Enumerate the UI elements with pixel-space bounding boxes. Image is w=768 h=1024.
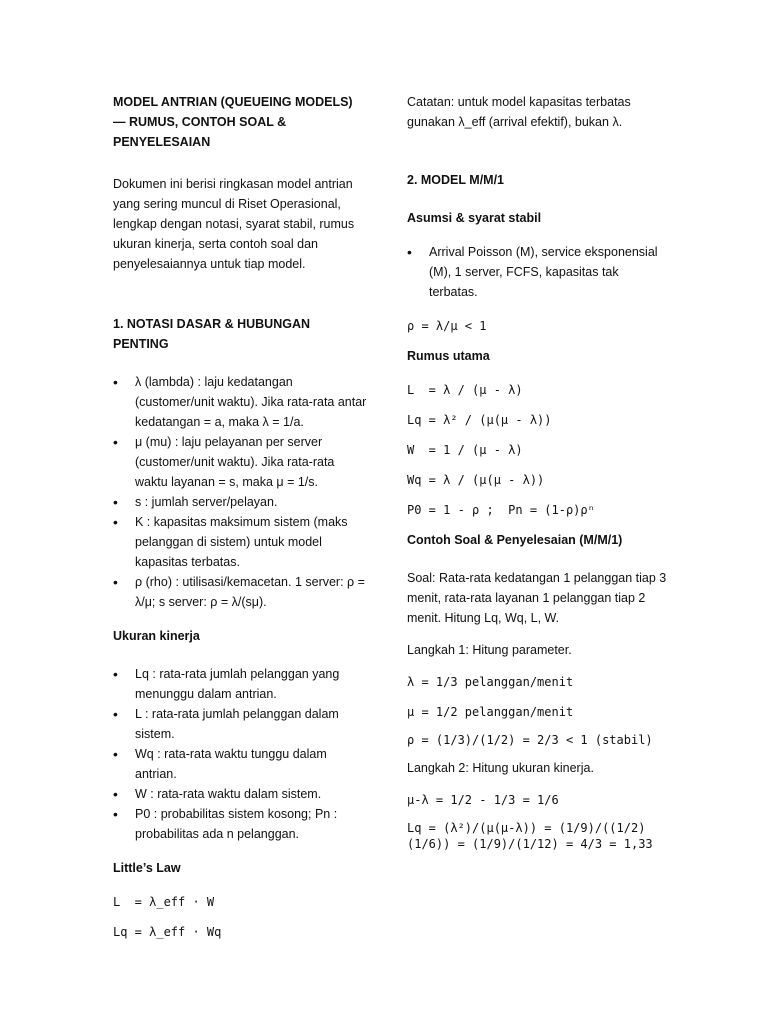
list-item: • λ (lambda) : laju kedatangan (customer/unit waktu). Jika rata-rata antar kedatangan = a, maka λ = 1/a. xyxy=(113,372,368,432)
little-law-heading: Little’s Law xyxy=(113,861,181,875)
list-item: • Arrival Poisson (M), service eksponensial (M), 1 server, FCFS, kapasitas tak terbatas. xyxy=(407,242,667,302)
list-item: • s : jumlah server/pelayan. xyxy=(113,492,368,512)
list-item: • Wq : rata-rata waktu tunggu dalam antrian. xyxy=(113,744,368,784)
list-item: • ρ (rho) : utilisasi/kemacetan. 1 server: ρ = λ/μ; s server: ρ = λ/(sμ). xyxy=(113,572,368,612)
kinerja-heading: Ukuran kinerja xyxy=(113,629,200,643)
formula-lq-calculation: Lq = (λ²)/(μ(μ-λ)) = (1/9)/((1/2)(1/6)) = (1/9)/(1/12) = 4/3 = 1,33 xyxy=(407,821,653,851)
rumus-heading: Rumus utama xyxy=(407,349,490,363)
formula-Lq: Lq = λ² / (μ(μ - λ)) xyxy=(407,413,552,427)
formula-mu-minus-lambda: μ-λ = 1/2 - 1/3 = 1/6 xyxy=(407,793,559,807)
formula-little-1: L = λ_eff · W xyxy=(113,895,215,909)
right-column xyxy=(407,92,667,862)
list-item: • P0 : probabilitas sistem kosong; Pn : probabilitas ada n pelanggan. xyxy=(113,804,368,844)
formula-mu-value: μ = 1/2 pelanggan/menit xyxy=(407,705,574,719)
soal-paragraph: Soal: Rata-rata kedatangan 1 pelanggan tiap 3 menit, rata-rata layanan 1 pelanggan tiap 2 menit. Hitung Lq, Wq, L, W. xyxy=(407,571,667,625)
formula-rho-value: ρ = (1/3)/(1/2) = 2/3 < 1 (stabil) xyxy=(407,733,653,747)
list-item: • Lq : rata-rata jumlah pelanggan yang menunggu dalam antrian. xyxy=(113,664,368,704)
kinerja-list xyxy=(113,664,368,844)
list-item: • W : rata-rata waktu dalam sistem. xyxy=(113,784,368,804)
formula-W: W = 1 / (μ - λ) xyxy=(407,443,523,457)
section-2-heading: 2. MODEL M/M/1 xyxy=(407,173,505,187)
formula-little-2: Lq = λ_eff · Wq xyxy=(113,925,222,939)
list-item: • μ (mu) : laju pelayanan per server (customer/unit waktu). Jika rata-rata waktu layanan = s, maka μ = 1/s. xyxy=(113,432,368,492)
formula-lambda-value: λ = 1/3 pelanggan/menit xyxy=(407,675,574,689)
asumsi-heading: Asumsi & syarat stabil xyxy=(407,211,542,225)
langkah-1: Langkah 1: Hitung parameter. xyxy=(407,643,572,657)
formula-Wq: Wq = λ / (μ(μ - λ)) xyxy=(407,473,545,487)
left-column xyxy=(113,92,368,952)
formula-stabil: ρ = λ/μ < 1 xyxy=(407,319,487,333)
list-item: • L : rata-rata jumlah pelanggan dalam sistem. xyxy=(113,704,368,744)
list-item: • K : kapasitas maksimum sistem (maks pelanggan di sistem) untuk model kapasitas terbatas. xyxy=(113,512,368,572)
document-title: MODEL ANTRIAN (QUEUEING MODELS) — RUMUS, CONTOH SOAL & PENYELESAIAN xyxy=(113,95,353,149)
formula-P0-Pn: P0 = 1 - ρ ; Pn = (1-ρ)ρⁿ xyxy=(407,503,595,517)
asumsi-list xyxy=(407,242,667,302)
formula-L: L = λ / (μ - λ) xyxy=(407,383,523,397)
intro-paragraph: Dokumen ini berisi ringkasan model antrian yang sering muncul di Riset Operasional, lengkap dengan notasi, syarat stabil, rumus ukuran kinerja, serta contoh soal dan penyelesaiannya untuk tiap model. xyxy=(113,177,355,271)
langkah-2: Langkah 2: Hitung ukuran kinerja. xyxy=(407,761,594,775)
section-1-heading: 1. NOTASI DASAR & HUBUNGAN PENTING xyxy=(113,317,310,351)
notation-list xyxy=(113,372,368,612)
contoh-heading: Contoh Soal & Penyelesaian (M/M/1) xyxy=(407,533,623,547)
catatan-paragraph: Catatan: untuk model kapasitas terbatas gunakan λ_eff (arrival efektif), bukan λ. xyxy=(407,95,631,129)
